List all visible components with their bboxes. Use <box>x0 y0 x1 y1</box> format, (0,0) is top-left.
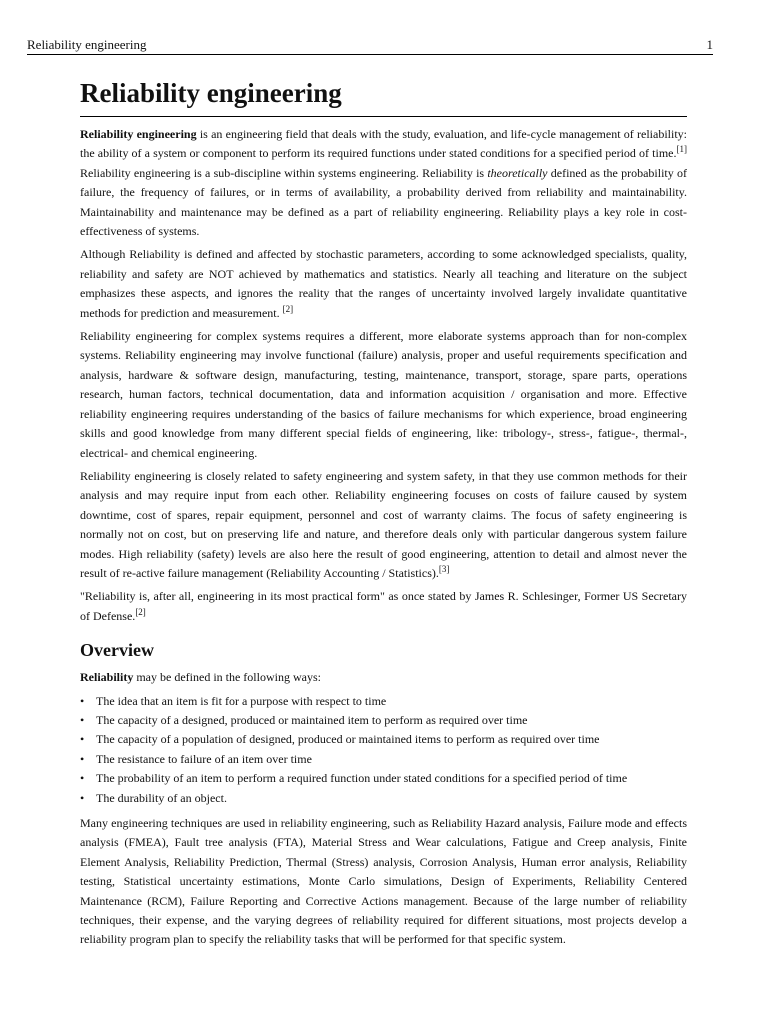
intro-emphasis: theoretically <box>487 165 548 180</box>
definition-item: • The probability of an item to perform a required function under stated conditions for a specified period of time <box>80 769 687 788</box>
overview-closing-paragraph: Many engineering techniques are used in reliability engineering, such as Reliability Hazard analysis, Failure mode and effects analysis (FMEA), Fault tree analysis (FTA), Material Stress and Wear calculations, Fatigue and Creep analysis, Finite Element Analysis, Reliability Prediction, Thermal (Stress) analysis, Corrosion Analysis, Human error analysis, Reliability testing, Statistical uncertainty estimations, Monte Carlo simulations, Design of Experiments, Reliability Centered Maintenance (RCM), Failure Reporting and Corrective Actions management. Because of the large number of reliability techniques, their expense, and the varying degrees of reliability required for different situations, most projects develop a reliability program plan to specify the reliability tasks that will be performed for that specific system. <box>80 816 687 947</box>
citation-1[interactable]: [1] <box>676 144 687 155</box>
intro-paragraph-2 <box>80 245 687 323</box>
intro-paragraph-5-text: "Reliability is, after all, engineering in its most practical form" as once stated by James R. Schlesinger, Former US Secretary of Defense. <box>80 589 687 623</box>
page-number: 1 <box>706 37 713 52</box>
citation-3[interactable]: [3] <box>438 563 450 574</box>
definition-item: • The capacity of a designed, produced or maintained item to perform as required over time <box>80 711 687 730</box>
definition-item: • The durability of an object. <box>80 789 687 808</box>
citation-2b[interactable]: [2] <box>135 606 146 617</box>
page-title: Reliability engineering <box>80 74 687 117</box>
citation-2[interactable]: [2] <box>282 303 294 314</box>
intro-paragraph-2-text: Although Reliability is defined and affected by stochastic parameters, according to some acknowledged specialists, quality, reliability and safety are NOT achieved by mathematics and statistics. Nearly all teaching and literature on the subject emphasizes these aspects, and ignores the reality that the ranges of uncertainty involved largely invalidate quantitative methods for prediction and measurement. <box>80 247 687 320</box>
running-header <box>27 36 713 55</box>
intro-text-2: Reliability engineering is a sub-discipline within systems engineering. Reliability is <box>80 165 488 180</box>
definition-item: • The idea that an item is fit for a purpose with respect to time <box>80 692 687 711</box>
overview-lead-text: may be defined in the following ways: <box>133 670 321 685</box>
overview-lead-term: Reliability <box>80 670 134 685</box>
overview-heading: Overview <box>80 640 154 661</box>
intro-paragraph-4-text: Reliability engineering is closely related to safety engineering and system safety, in that they use common methods for their analysis and may require input from each other. Reliability engineering focuses on costs of failure caused by system downtime, cost of spares, repair equipment, personnel and cost of warranty claims. The focus of safety engineering is normally not on cost, but on preserving life and nature, and therefore deals only with particular dangerous system failure modes. High reliability (safety) levels are also here the result of good engineering, attention to detail and almost never the result of re-active failure management (Reliability Accounting / Statistics). <box>80 468 687 580</box>
intro-paragraph-4 <box>80 467 687 583</box>
intro-paragraph-3: Reliability engineering for complex systems requires a different, more elaborate systems approach than for non-complex systems. Reliability engineering may involve functional (failure) analysis, proper and useful requirements specification and analysis, hardware & software design, manufacturing, testing, maintenance, transport, storage, spare parts, operations research, human factors, technical documentation, data and information acquisition / organisation and more. Effective reliability engineering requires understanding of the basics of failure mechanisms for which experience, broad engineering skills and good knowledge from many different special fields of engineering, like: tribology-, stress-, fatigue-, thermal-, electrical- and chemical engineering. <box>80 329 687 460</box>
overview-lead <box>80 668 687 687</box>
definition-item: • The resistance to failure of an item over time <box>80 750 687 769</box>
intro-paragraph-1 <box>80 125 687 241</box>
article-body <box>80 74 687 954</box>
intro-text-1: is an engineering field that deals with the study, evaluation, and life-cycle management of reliability: the ability of a system or component to perform its required functions under stated conditions for a specified period of time. <box>80 127 687 161</box>
intro-term: Reliability engineering <box>80 127 197 141</box>
intro-paragraph-5 <box>80 587 687 626</box>
definition-item: • The capacity of a population of designed, produced or maintained items to perform as required over time <box>80 730 687 749</box>
running-title: Reliability engineering <box>27 37 147 52</box>
intro-text-3: defined as the probability of failure, the frequency of failures, or in terms of availability, a probability derived from reliability and maintainability. Maintainability and maintenance may be defined as a part of reliability engineering. Reliability plays a key role in cost-effectiveness of systems. <box>80 165 687 239</box>
definition-list <box>80 692 687 808</box>
